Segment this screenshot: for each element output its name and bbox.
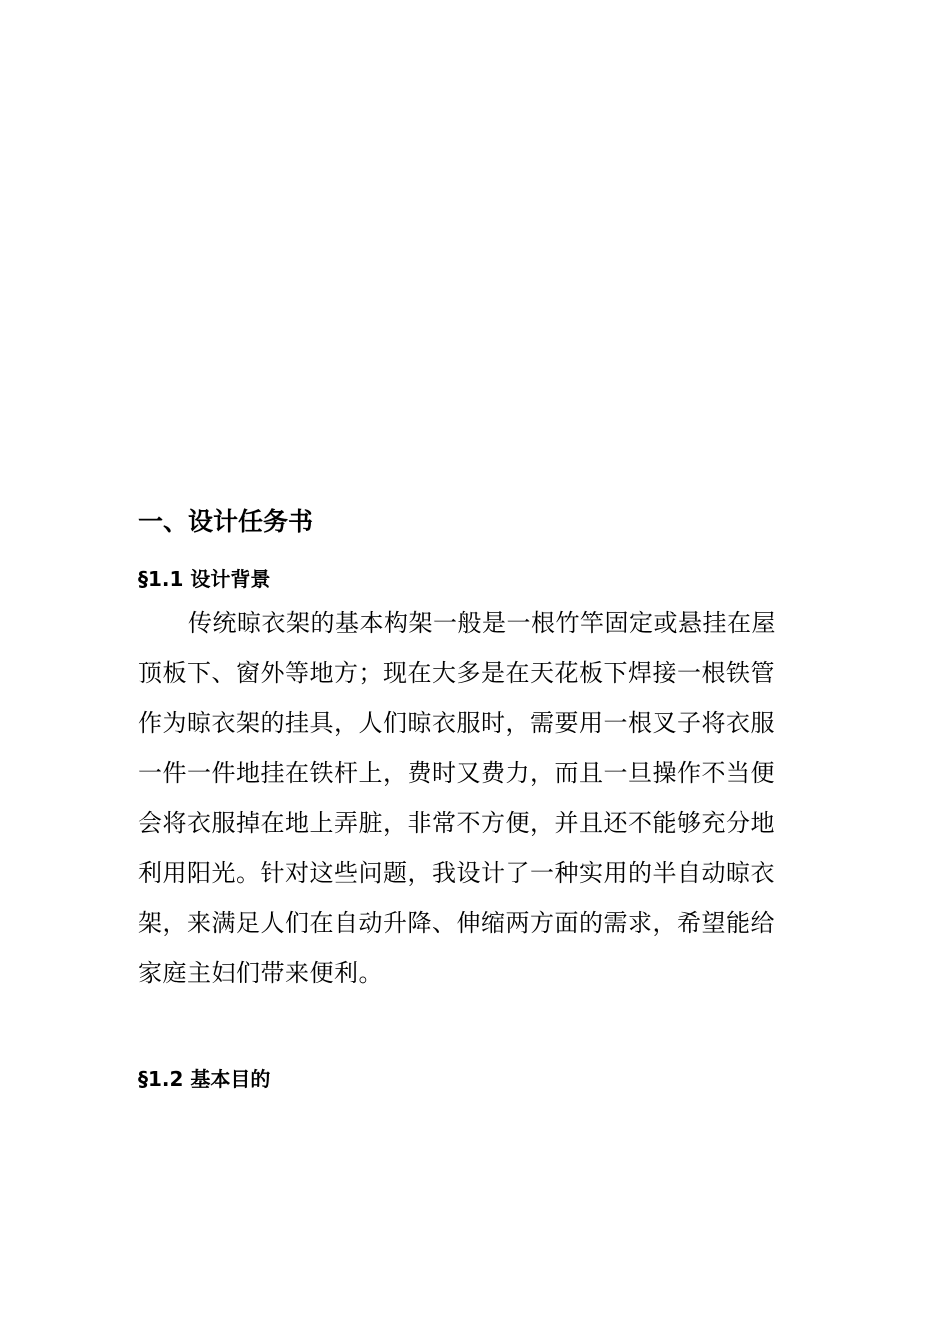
paragraph-line: 利用阳光。针对这些问题，我设计了一种实用的半自动晾衣 <box>138 859 775 887</box>
paragraph-line: 传统晾衣架的基本构架一般是一根竹竿固定或悬挂在屋 <box>188 609 776 637</box>
paragraph-line: 会将衣服掉在地上弄脏，非常不方便，并且还不能够充分地 <box>138 809 775 837</box>
chapter-title: 一、设计任务书 <box>138 507 314 536</box>
background-paragraph <box>138 604 818 1004</box>
paragraph-line: 一件一件地挂在铁杆上，费时又费力，而且一旦操作不当便 <box>138 759 775 787</box>
paragraph-line: 家庭主妇们带来便利。 <box>138 959 383 987</box>
section-heading-background: §1.1 设计背景 <box>138 567 271 591</box>
paragraph-line: 作为晾衣架的挂具，人们晾衣服时，需要用一根叉子将衣服 <box>138 709 775 737</box>
paragraph-line: 顶板下、窗外等地方；现在大多是在天花板下焊接一根铁管 <box>138 659 775 687</box>
section-heading-purpose: §1.2 基本目的 <box>138 1067 271 1091</box>
paragraph-line: 架，来满足人们在自动升降、伸缩两方面的需求，希望能给 <box>138 909 775 937</box>
